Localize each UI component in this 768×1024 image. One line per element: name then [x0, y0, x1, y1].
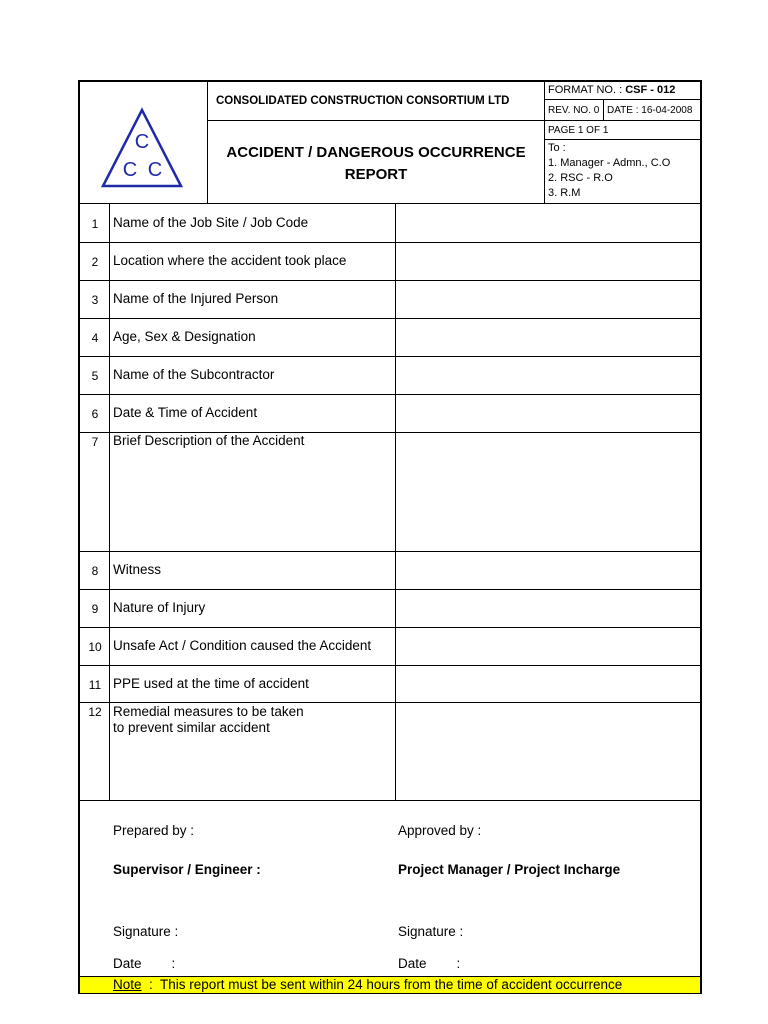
prepared-by-label: Prepared by : [113, 823, 195, 838]
row-label-witness: Witness [113, 562, 162, 577]
row-number: 6 [91, 407, 99, 421]
to-item: 3. R.M [548, 187, 581, 199]
ppe-field[interactable] [396, 666, 698, 702]
remedial-line1: Remedial measures to be taken [113, 704, 304, 719]
row-number: 5 [91, 369, 99, 383]
unsafe-act-field[interactable] [396, 628, 698, 665]
signature-right-label: Signature : [398, 924, 464, 939]
approved-by-label: Approved by : [398, 823, 482, 838]
logo-letter-right: C [147, 159, 163, 181]
note-text: : This report must be sent within 24 hours from the time of accident occurrence [141, 977, 623, 992]
age-sex-field[interactable] [396, 319, 698, 356]
signature-left-label: Signature : [113, 924, 179, 939]
row-label-description: Brief Description of the Accident [113, 433, 305, 448]
format-number [548, 84, 675, 97]
row-label-injured-person: Name of the Injured Person [113, 291, 279, 306]
row-label-ppe: PPE used at the time of accident [113, 676, 309, 691]
form-title-line1: ACCIDENT / DANGEROUS OCCURRENCE [226, 144, 526, 161]
job-site-field[interactable] [396, 204, 698, 242]
subcontractor-field[interactable] [396, 357, 698, 394]
witness-field[interactable] [396, 552, 698, 589]
row-label-nature-of-injury: Nature of Injury [113, 600, 206, 615]
format-value: CSF - 012 [625, 84, 676, 96]
company-name: CONSOLIDATED CONSTRUCTION CONSORTIUM LTD [216, 95, 510, 107]
injured-person-field[interactable] [396, 281, 698, 318]
row-number: 11 [88, 678, 102, 692]
row-label-job-site: Name of the Job Site / Job Code [113, 215, 309, 230]
revision-number: REV. NO. 0 [548, 105, 600, 116]
row-number: 9 [91, 602, 99, 616]
logo-letter-top: C [134, 131, 150, 153]
row-number: 4 [91, 331, 99, 345]
format-label: FORMAT NO. : [548, 84, 626, 96]
page-number: PAGE 1 OF 1 [548, 125, 609, 136]
description-field[interactable] [396, 433, 698, 551]
row-label-location: Location where the accident took place [113, 253, 347, 268]
row-number: 10 [88, 640, 102, 654]
date-time-field[interactable] [396, 395, 698, 432]
row-label-unsafe-act: Unsafe Act / Condition caused the Accident [113, 638, 372, 653]
company-logo [100, 106, 184, 188]
approved-role: Project Manager / Project Incharge [398, 862, 621, 877]
row-number: 1 [91, 217, 99, 231]
logo-letter-left: C [122, 159, 138, 181]
to-item: 2. RSC - R.O [548, 172, 613, 184]
form-title-line2: REPORT [344, 166, 408, 183]
location-field[interactable] [396, 243, 698, 280]
to-label: To : [548, 142, 566, 154]
distribution-list [548, 141, 670, 201]
nature-of-injury-field[interactable] [396, 590, 698, 627]
row-number: 3 [91, 293, 99, 307]
row-label-subcontractor: Name of the Subcontractor [113, 367, 275, 382]
row-label-remedial [113, 704, 304, 736]
row-number: 12 [88, 705, 102, 719]
row-number: 7 [91, 435, 99, 449]
form-title [208, 142, 544, 186]
submission-note [80, 976, 700, 993]
to-item: 1. Manager - Admn., C.O [548, 157, 671, 169]
accident-report-form [78, 80, 702, 994]
row-number: 8 [91, 564, 99, 578]
remedial-line2: to prevent similar accident [113, 720, 270, 735]
row-label-date-time: Date & Time of Accident [113, 405, 258, 420]
note-label: Note [113, 977, 142, 992]
prepared-role: Supervisor / Engineer : [113, 862, 261, 877]
date-right-label: Date : [398, 956, 461, 971]
revision-date: DATE : 16-04-2008 [607, 105, 693, 116]
date-left-label: Date : [113, 956, 176, 971]
remedial-field[interactable] [396, 703, 698, 800]
row-number: 2 [91, 255, 99, 269]
row-label-age-sex: Age, Sex & Designation [113, 329, 256, 344]
